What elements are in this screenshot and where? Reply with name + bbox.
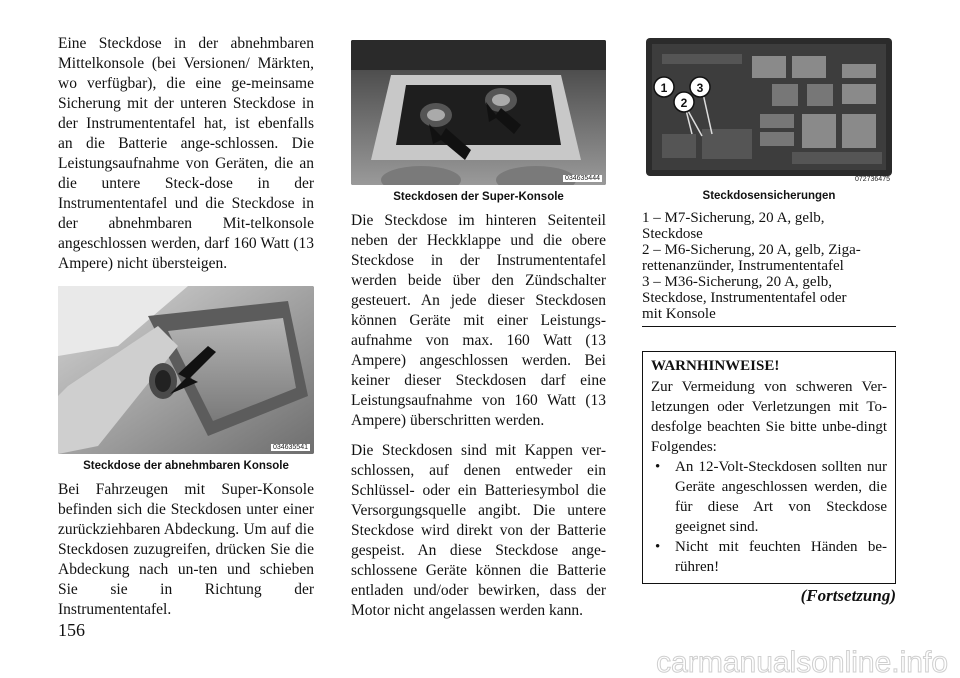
paragraph-removable-console-outlet: Eine Steckdose in der abnehmbaren Mittelkonsole (bei Versionen/ Märkten, wo verfügbar), die eine ge-meinsame Sicherung mit der unteren Steckdose in der Instrumententafel hat, ist ebenfalls an die Batterie ange-schlossen. Die Leistungsaufnahme von Geräten, die an die untere Steck-dose in der Instrumententafel und die Steckdose in der abnehmbaren Mit-telkonsole angeschlossen werden, darf 160 Watt (13 Ampere) nicht übersteigen. xyxy=(58,35,314,272)
bullet-icon: • xyxy=(655,459,661,475)
fuse-box-illustration xyxy=(642,34,896,184)
removable-console-outlet-photo xyxy=(58,286,314,454)
warning-bullet: • An 12-Volt-Steckdosen sollten nur Geräte angeschlossen werden, die für diese Art von Steckdose geeignet sind. xyxy=(651,457,887,537)
fuse-line: Steckdose, Instrumententafel oder xyxy=(642,290,847,306)
warning-box xyxy=(642,351,896,584)
paragraph-ignition-outlets: Die Steckdose im hinteren Seitenteil neben der Heckklappe und die obere Steckdose in der Instrumententafel werden beide über den Zündschalter gesteuert. An jede dieser Steckdosen können Geräte mit einer Leistungs-aufnahme von max. 160 Watt (13 Ampere) angeschlossen werden. Bei keiner dieser Steckdosen darf eine Leistungsaufnahme von 160 Watt (13 Ampere) überschritten werden. xyxy=(351,212,606,429)
figure-caption: Steckdose der abnehmbaren Konsole xyxy=(83,460,289,472)
figure-caption: Steckdosensicherungen xyxy=(702,190,836,202)
fuse-line: mit Konsole xyxy=(642,306,716,322)
continued-note: (Fortsetzung) xyxy=(800,586,896,605)
fuse-line: Steckdose xyxy=(642,226,703,242)
fuse-line: rettenanzünder, Instrumententafel xyxy=(642,258,844,274)
fuse-line: 2 – M6-Sicherung, 20 A, gelb, Ziga- xyxy=(642,242,861,258)
fuse-line: 1 – M7-Sicherung, 20 A, gelb, xyxy=(642,210,825,226)
fuse-box-diagram xyxy=(642,34,896,184)
page-number: 156 xyxy=(58,620,85,640)
figure-code: 072736475 xyxy=(854,176,890,183)
column-left xyxy=(58,34,314,620)
paragraph-super-console: Bei Fahrzeugen mit Super-Konsole befinden sich die Steckdosen unter einer zurückziehbaren Abdeckung. Um auf die Steckdosen zuzugreifen, drücken Sie die Abdeckung nach un-ten und schieben Sie sie in Richtung der Instrumententafel. xyxy=(58,481,314,618)
column-middle xyxy=(351,40,606,621)
super-console-illustration xyxy=(351,40,606,185)
figure-caption: Steckdosen der Super-Konsole xyxy=(393,191,564,203)
warning-intro: Zur Vermeidung von schweren Ver-letzungen oder Verletzungen mit To-desfolge beachten Sie bitte unbe-dingt Folgendes: xyxy=(651,379,887,455)
column-right xyxy=(642,34,896,606)
fuse-list xyxy=(642,210,896,322)
callout-2: 2 xyxy=(680,96,688,110)
watermark-text: carmanualsonline.info xyxy=(656,646,948,678)
warning-bullet: • Nicht mit feuchten Händen be-rühren! xyxy=(651,537,887,577)
removable-console-illustration xyxy=(58,286,314,454)
figure-code: 034635541 xyxy=(272,444,308,451)
fuse-line: 3 – M36-Sicherung, 20 A, gelb, xyxy=(642,274,832,290)
section-divider xyxy=(642,326,896,327)
warning-title: WARNHINWEISE! xyxy=(651,358,780,374)
bullet-icon: • xyxy=(655,539,661,555)
figure-code: 034635444 xyxy=(564,175,600,182)
callout-1: 1 xyxy=(660,81,668,95)
paragraph-outlet-caps: Die Steckdosen sind mit Kappen ver-schlossen, auf denen entweder ein Schlüssel- oder ein Batteriesymbol die Versorgungsquelle angibt. Die untere Steckdose wird direkt von der Batterie gespeist. An diese Steckdose ange-schlossene Geräte können die Batterie entladen und/oder bewirken, dass der Motor nicht angelassen werden kann. xyxy=(351,442,606,619)
super-console-outlets-photo xyxy=(351,40,606,185)
callout-3: 3 xyxy=(696,81,704,95)
